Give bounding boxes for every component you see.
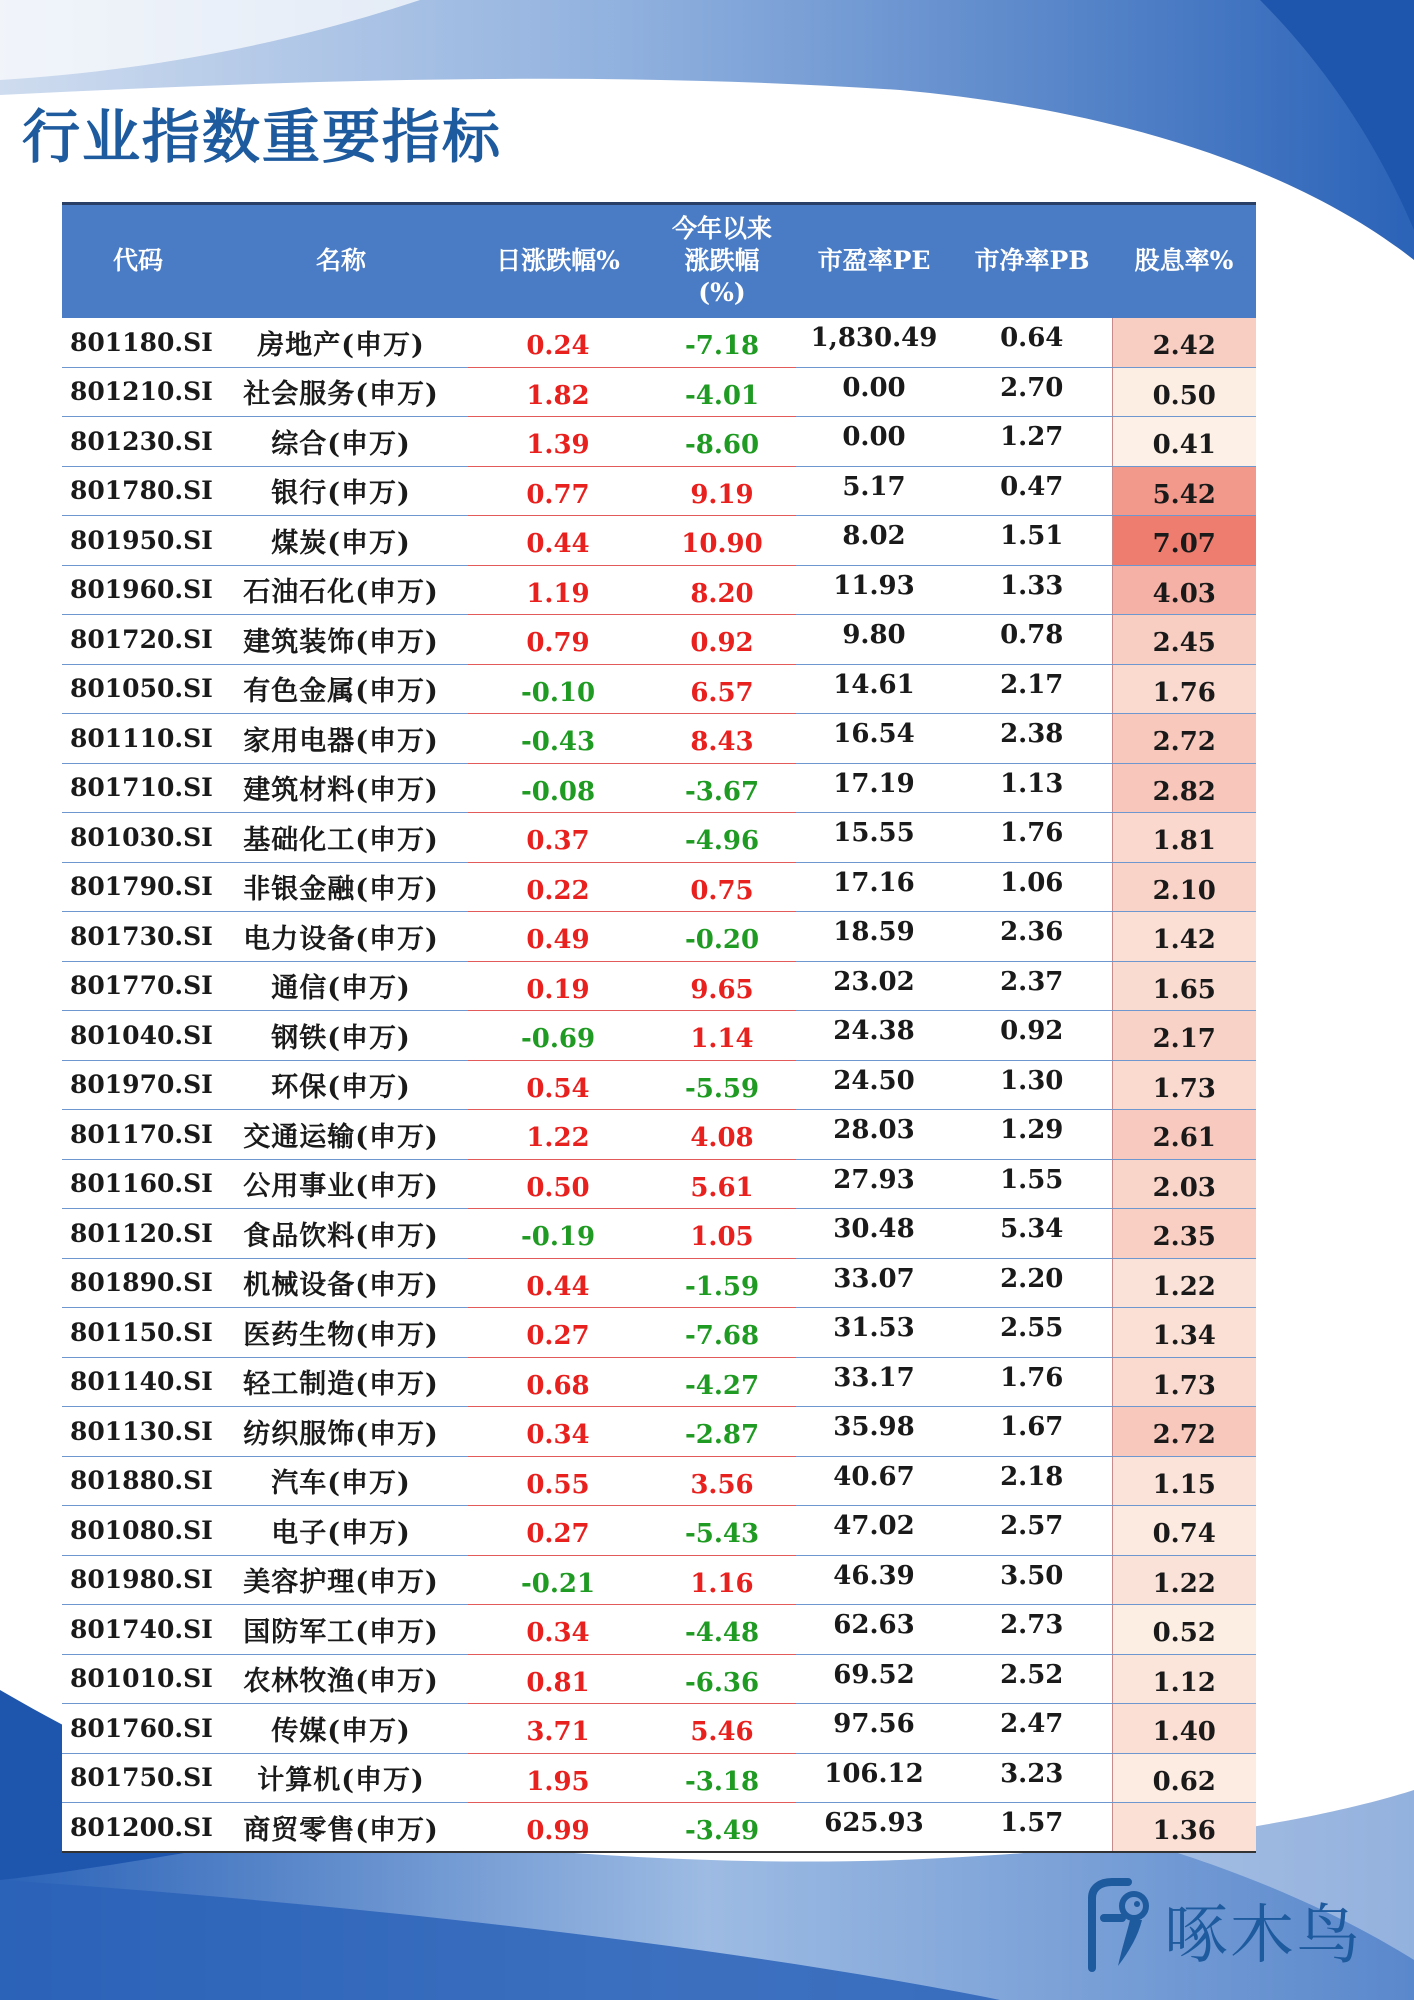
cell-name: 非银金融(申万) [214,862,468,912]
cell-pe: 24.50 [796,1060,952,1110]
cell-ytd-change: 1.14 [648,1011,796,1061]
cell-code: 801200.SI [62,1803,214,1853]
cell-pe: 5.17 [796,466,952,516]
cell-name: 钢铁(申万) [214,1011,468,1061]
cell-daily-change: 0.24 [468,318,648,368]
cell-name: 家用电器(申万) [214,714,468,764]
cell-dividend: 1.76 [1112,664,1256,714]
cell-pb: 0.64 [952,318,1112,368]
table-row [62,1803,1256,1853]
cell-code: 801960.SI [62,565,214,615]
cell-dividend: 1.81 [1112,813,1256,863]
cell-pb: 2.20 [952,1258,1112,1308]
cell-code: 801710.SI [62,763,214,813]
cell-pb: 2.47 [952,1704,1112,1754]
cell-pb: 1.27 [952,417,1112,467]
table-row [62,1753,1256,1803]
cell-ytd-change: -4.96 [648,813,796,863]
cell-dividend: 0.52 [1112,1605,1256,1655]
cell-pe: 0.00 [796,417,952,467]
cell-name: 银行(申万) [214,466,468,516]
cell-daily-change: 0.37 [468,813,648,863]
cell-daily-change: 0.44 [468,1258,648,1308]
cell-code: 801790.SI [62,862,214,912]
table-row [62,466,1256,516]
cell-dividend: 2.03 [1112,1159,1256,1209]
cell-pe: 30.48 [796,1209,952,1259]
cell-code: 801770.SI [62,961,214,1011]
header-name: 名称 [214,204,468,318]
cell-daily-change: 0.22 [468,862,648,912]
cell-pe: 8.02 [796,516,952,566]
cell-code: 801760.SI [62,1704,214,1754]
cell-pb: 2.17 [952,664,1112,714]
header-ytd-change [648,204,796,318]
cell-daily-change: 1.95 [468,1753,648,1803]
cell-code: 801170.SI [62,1110,214,1160]
cell-pe: 14.61 [796,664,952,714]
cell-name: 纺织服饰(申万) [214,1407,468,1457]
table-row [62,1110,1256,1160]
cell-name: 食品饮料(申万) [214,1209,468,1259]
cell-ytd-change: -3.18 [648,1753,796,1803]
cell-daily-change: 0.99 [468,1803,648,1853]
cell-daily-change: 1.19 [468,565,648,615]
woodpecker-logo [1082,1870,1382,1980]
cell-code: 801980.SI [62,1555,214,1605]
cell-daily-change: 0.34 [468,1407,648,1457]
table-row [62,615,1256,665]
cell-daily-change: -0.21 [468,1555,648,1605]
table-row [62,565,1256,615]
cell-pe: 40.67 [796,1456,952,1506]
table-row [62,1258,1256,1308]
cell-dividend: 1.34 [1112,1308,1256,1358]
woodpecker-logo-icon [1082,1878,1154,1974]
cell-name: 社会服务(申万) [214,367,468,417]
cell-ytd-change: -3.49 [648,1803,796,1853]
cell-dividend: 4.03 [1112,565,1256,615]
table-body [62,318,1256,1853]
cell-pe: 35.98 [796,1407,952,1457]
cell-code: 801080.SI [62,1506,214,1556]
cell-pb: 1.76 [952,813,1112,863]
table-row [62,1407,1256,1457]
cell-name: 农林牧渔(申万) [214,1654,468,1704]
cell-name: 电力设备(申万) [214,912,468,962]
cell-pe: 15.55 [796,813,952,863]
cell-pb: 2.57 [952,1506,1112,1556]
cell-ytd-change: -2.87 [648,1407,796,1457]
table-row [62,912,1256,962]
cell-pe: 17.16 [796,862,952,912]
cell-ytd-change: -7.18 [648,318,796,368]
cell-pb: 1.67 [952,1407,1112,1457]
cell-name: 轻工制造(申万) [214,1357,468,1407]
industry-index-table-container [62,202,1256,1853]
table-row [62,1011,1256,1061]
cell-ytd-change: -4.01 [648,367,796,417]
cell-name: 计算机(申万) [214,1753,468,1803]
cell-pe: 31.53 [796,1308,952,1358]
cell-ytd-change: -5.59 [648,1060,796,1110]
cell-dividend: 1.73 [1112,1357,1256,1407]
cell-dividend: 0.41 [1112,417,1256,467]
cell-name: 房地产(申万) [214,318,468,368]
cell-pb: 0.47 [952,466,1112,516]
cell-daily-change: 0.68 [468,1357,648,1407]
table-row [62,1159,1256,1209]
table-row [62,813,1256,863]
cell-ytd-change: -5.43 [648,1506,796,1556]
cell-code: 801040.SI [62,1011,214,1061]
cell-name: 商贸零售(申万) [214,1803,468,1853]
table-row [62,1506,1256,1556]
table-header-row [62,204,1256,318]
cell-code: 801050.SI [62,664,214,714]
cell-pb: 0.92 [952,1011,1112,1061]
cell-name: 建筑材料(申万) [214,763,468,813]
cell-code: 801950.SI [62,516,214,566]
header-pb: 市净率PB [952,204,1112,318]
cell-dividend: 2.17 [1112,1011,1256,1061]
header-dividend: 股息率% [1112,204,1256,318]
cell-code: 801750.SI [62,1753,214,1803]
cell-name: 电子(申万) [214,1506,468,1556]
cell-pe: 27.93 [796,1159,952,1209]
table-row [62,1605,1256,1655]
cell-pe: 625.93 [796,1803,952,1853]
cell-code: 801740.SI [62,1605,214,1655]
cell-daily-change: 0.55 [468,1456,648,1506]
cell-pb: 1.76 [952,1357,1112,1407]
cell-ytd-change: -1.59 [648,1258,796,1308]
table-row [62,1060,1256,1110]
cell-name: 汽车(申万) [214,1456,468,1506]
header-ytd-line1: 今年以来 [671,214,772,244]
cell-ytd-change: 1.16 [648,1555,796,1605]
cell-code: 801230.SI [62,417,214,467]
cell-pb: 2.73 [952,1605,1112,1655]
cell-name: 国防军工(申万) [214,1605,468,1655]
cell-pb: 1.29 [952,1110,1112,1160]
cell-dividend: 0.74 [1112,1506,1256,1556]
cell-daily-change: 0.54 [468,1060,648,1110]
table-row [62,664,1256,714]
cell-dividend: 2.61 [1112,1110,1256,1160]
cell-pb: 0.78 [952,615,1112,665]
table-row [62,417,1256,467]
cell-code: 801140.SI [62,1357,214,1407]
cell-name: 通信(申万) [214,961,468,1011]
cell-name: 美容护理(申万) [214,1555,468,1605]
cell-code: 801110.SI [62,714,214,764]
logo-text: 啄木鸟 [1164,1899,1362,1973]
cell-pb: 1.13 [952,763,1112,813]
cell-pe: 16.54 [796,714,952,764]
cell-name: 交通运输(申万) [214,1110,468,1160]
cell-dividend: 1.42 [1112,912,1256,962]
cell-pe: 0.00 [796,367,952,417]
cell-pe: 47.02 [796,1506,952,1556]
cell-dividend: 1.22 [1112,1555,1256,1605]
cell-ytd-change: 5.61 [648,1159,796,1209]
table-row [62,1704,1256,1754]
cell-name: 建筑装饰(申万) [214,615,468,665]
cell-pb: 1.57 [952,1803,1112,1853]
cell-ytd-change: -0.20 [648,912,796,962]
cell-ytd-change: 4.08 [648,1110,796,1160]
cell-daily-change: 0.81 [468,1654,648,1704]
cell-pe: 69.52 [796,1654,952,1704]
cell-pb: 1.33 [952,565,1112,615]
cell-pb: 2.70 [952,367,1112,417]
cell-dividend: 1.12 [1112,1654,1256,1704]
cell-code: 801720.SI [62,615,214,665]
cell-dividend: 2.72 [1112,1407,1256,1457]
cell-code: 801780.SI [62,466,214,516]
cell-pb: 2.36 [952,912,1112,962]
cell-daily-change: 0.79 [468,615,648,665]
cell-pe: 33.17 [796,1357,952,1407]
cell-name: 基础化工(申万) [214,813,468,863]
cell-name: 机械设备(申万) [214,1258,468,1308]
cell-ytd-change: 6.57 [648,664,796,714]
cell-pe: 62.63 [796,1605,952,1655]
cell-pb: 5.34 [952,1209,1112,1259]
cell-dividend: 0.62 [1112,1753,1256,1803]
cell-daily-change: -0.69 [468,1011,648,1061]
cell-pb: 1.51 [952,516,1112,566]
cell-pe: 24.38 [796,1011,952,1061]
cell-code: 801180.SI [62,318,214,368]
cell-name: 有色金属(申万) [214,664,468,714]
cell-code: 801730.SI [62,912,214,962]
cell-pe: 33.07 [796,1258,952,1308]
cell-daily-change: 0.49 [468,912,648,962]
cell-dividend: 1.40 [1112,1704,1256,1754]
industry-index-table [62,202,1256,1853]
page-title: 行业指数重要指标 [22,103,503,171]
cell-dividend: 1.65 [1112,961,1256,1011]
cell-pb: 2.37 [952,961,1112,1011]
cell-pe: 106.12 [796,1753,952,1803]
cell-pb: 2.18 [952,1456,1112,1506]
cell-code: 801130.SI [62,1407,214,1457]
cell-dividend: 1.36 [1112,1803,1256,1853]
cell-code: 801890.SI [62,1258,214,1308]
table-row [62,1357,1256,1407]
cell-dividend: 2.82 [1112,763,1256,813]
cell-daily-change: 0.19 [468,961,648,1011]
cell-pb: 2.38 [952,714,1112,764]
cell-daily-change: 1.22 [468,1110,648,1160]
cell-daily-change: 1.39 [468,417,648,467]
cell-dividend: 1.15 [1112,1456,1256,1506]
table-row [62,1308,1256,1358]
cell-daily-change: 0.34 [468,1605,648,1655]
cell-ytd-change: 8.20 [648,565,796,615]
cell-ytd-change: -6.36 [648,1654,796,1704]
cell-dividend: 2.10 [1112,862,1256,912]
cell-name: 医药生物(申万) [214,1308,468,1358]
cell-daily-change: 1.82 [468,367,648,417]
cell-ytd-change: 9.65 [648,961,796,1011]
cell-code: 801210.SI [62,367,214,417]
cell-name: 煤炭(申万) [214,516,468,566]
cell-name: 石油石化(申万) [214,565,468,615]
cell-ytd-change: 0.75 [648,862,796,912]
table-row [62,516,1256,566]
cell-ytd-change: -4.48 [648,1605,796,1655]
cell-pb: 1.55 [952,1159,1112,1209]
cell-name: 综合(申万) [214,417,468,467]
cell-dividend: 1.73 [1112,1060,1256,1110]
cell-ytd-change: -7.68 [648,1308,796,1358]
cell-ytd-change: 9.19 [648,466,796,516]
header-pe: 市盈率PE [796,204,952,318]
table-row [62,862,1256,912]
cell-pb: 2.55 [952,1308,1112,1358]
cell-daily-change: -0.43 [468,714,648,764]
table-row [62,961,1256,1011]
cell-code: 801120.SI [62,1209,214,1259]
cell-pe: 11.93 [796,565,952,615]
cell-dividend: 2.35 [1112,1209,1256,1259]
cell-ytd-change: -4.27 [648,1357,796,1407]
cell-pb: 1.06 [952,862,1112,912]
table-row [62,1209,1256,1259]
cell-daily-change: 0.27 [468,1506,648,1556]
cell-code: 801150.SI [62,1308,214,1358]
header-daily-change: 日涨跌幅% [468,204,648,318]
cell-ytd-change: 10.90 [648,516,796,566]
cell-ytd-change: 0.92 [648,615,796,665]
header-ytd-line3: (%) [698,278,746,308]
cell-daily-change: 0.77 [468,466,648,516]
cell-pe: 97.56 [796,1704,952,1754]
table-row [62,318,1256,368]
cell-pe: 18.59 [796,912,952,962]
header-ytd-line2: 涨跌幅 [684,246,760,276]
table-row [62,367,1256,417]
table-row [62,763,1256,813]
cell-daily-change: 0.50 [468,1159,648,1209]
cell-dividend: 2.72 [1112,714,1256,764]
cell-code: 801970.SI [62,1060,214,1110]
cell-pe: 17.19 [796,763,952,813]
cell-daily-change: -0.08 [468,763,648,813]
cell-dividend: 5.42 [1112,466,1256,516]
cell-ytd-change: 1.05 [648,1209,796,1259]
cell-code: 801160.SI [62,1159,214,1209]
cell-pb: 3.23 [952,1753,1112,1803]
cell-ytd-change: 3.56 [648,1456,796,1506]
table-row [62,1456,1256,1506]
cell-pe: 28.03 [796,1110,952,1160]
cell-daily-change: 3.71 [468,1704,648,1754]
cell-daily-change: -0.10 [468,664,648,714]
cell-dividend: 1.22 [1112,1258,1256,1308]
cell-pb: 2.52 [952,1654,1112,1704]
cell-pe: 9.80 [796,615,952,665]
cell-ytd-change: 5.46 [648,1704,796,1754]
cell-ytd-change: -8.60 [648,417,796,467]
cell-ytd-change: 8.43 [648,714,796,764]
cell-daily-change: -0.19 [468,1209,648,1259]
cell-code: 801880.SI [62,1456,214,1506]
cell-name: 环保(申万) [214,1060,468,1110]
cell-pb: 1.30 [952,1060,1112,1110]
cell-dividend: 0.50 [1112,367,1256,417]
header-code: 代码 [62,204,214,318]
cell-daily-change: 0.44 [468,516,648,566]
cell-name: 公用事业(申万) [214,1159,468,1209]
cell-pe: 1,830.49 [796,318,952,368]
table-row [62,714,1256,764]
cell-pe: 46.39 [796,1555,952,1605]
table-row [62,1654,1256,1704]
cell-ytd-change: -3.67 [648,763,796,813]
cell-code: 801010.SI [62,1654,214,1704]
cell-dividend: 7.07 [1112,516,1256,566]
cell-pb: 3.50 [952,1555,1112,1605]
cell-dividend: 2.45 [1112,615,1256,665]
table-row [62,1555,1256,1605]
cell-pe: 23.02 [796,961,952,1011]
cell-daily-change: 0.27 [468,1308,648,1358]
cell-dividend: 2.42 [1112,318,1256,368]
cell-code: 801030.SI [62,813,214,863]
cell-name: 传媒(申万) [214,1704,468,1754]
